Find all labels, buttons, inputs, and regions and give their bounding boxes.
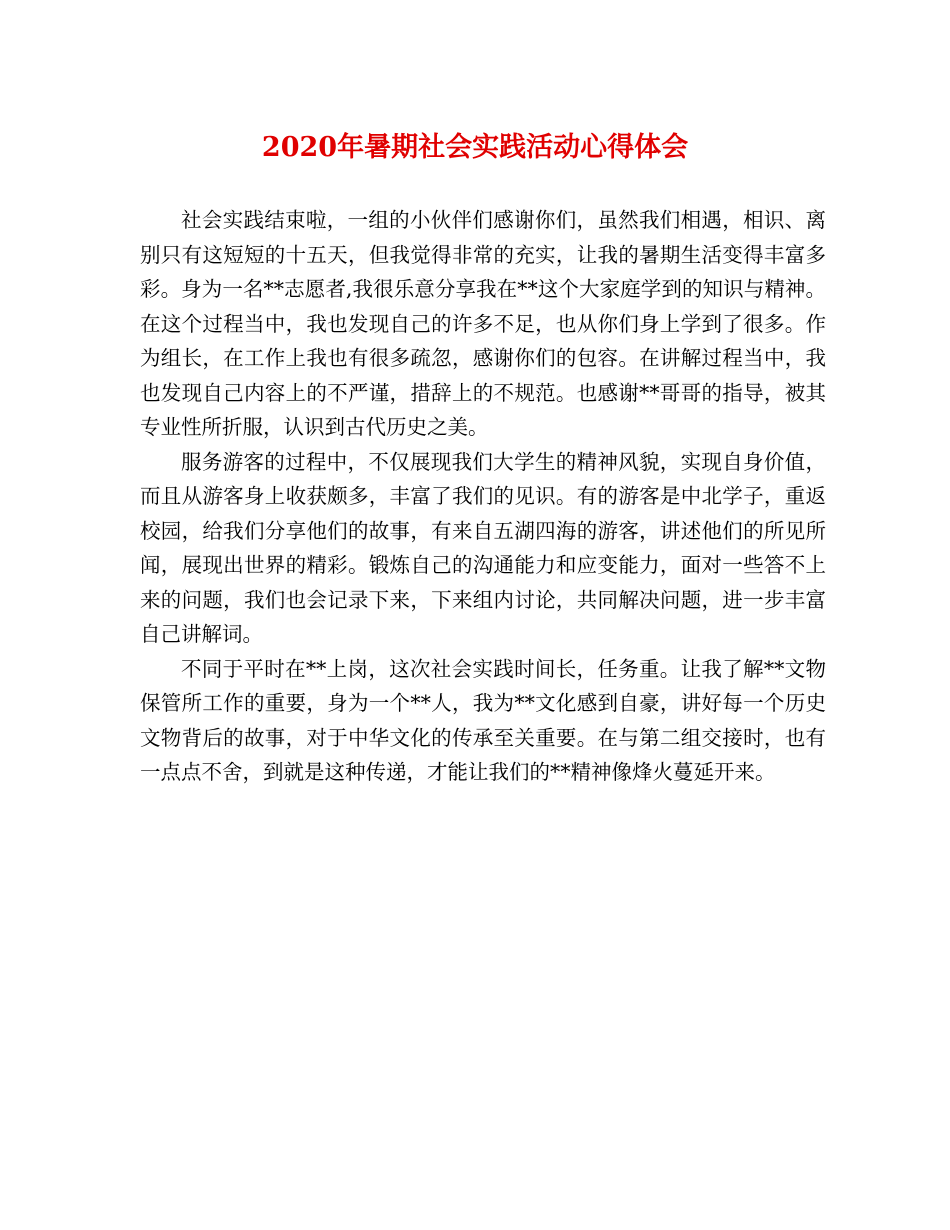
document-body xyxy=(140,203,826,790)
paragraph-1: 社会实践结束啦，一组的小伙伴们感谢你们，虽然我们相遇，相识、离别只有这短短的十五天，但我觉得非常的充实，让我的暑期生活变得丰富多彩。身为一名**志愿者,我很乐意分享我在**这个大家庭学到的知识与精神。在这个过程当中，我也发现自己的许多不足，也从你们身上学到了很多。作为组长，在工作上我也有很多疏忽，感谢你们的包容。在讲解过程当中，我也发现自己内容上的不严谨，措辞上的不规范。也感谢**哥哥的指导，被其专业性所折服，认识到古代历史之美。 xyxy=(140,208,826,439)
paragraph-2: 服务游客的过程中，不仅展现我们大学生的精神风貌，实现自身价值，而且从游客身上收获颇多，丰富了我们的见识。有的游客是中北学子，重返校园，给我们分享他们的故事，有来自五湖四海的游客，讲述他们的所见所闻，展现出世界的精彩。锻炼自己的沟通能力和应变能力，面对一些答不上来的问题，我们也会记录下来，下来组内讨论，共同解决问题，进一步丰富自己讲解词。 xyxy=(140,449,826,646)
document-title: 2020年暑期社会实践活动心得体会 xyxy=(261,132,689,163)
paragraph-3: 不同于平时在**上岗，这次社会实践时间长，任务重。让我了解**文物保管所工作的重要，身为一个**人，我为**文化感到自豪，讲好每一个历史文物背后的故事，对于中华文化的传承至关重要。在与第二组交接时，也有一点点不舍，到就是这种传递，才能让我们的**精神像烽火蔓延开来。 xyxy=(140,656,826,784)
